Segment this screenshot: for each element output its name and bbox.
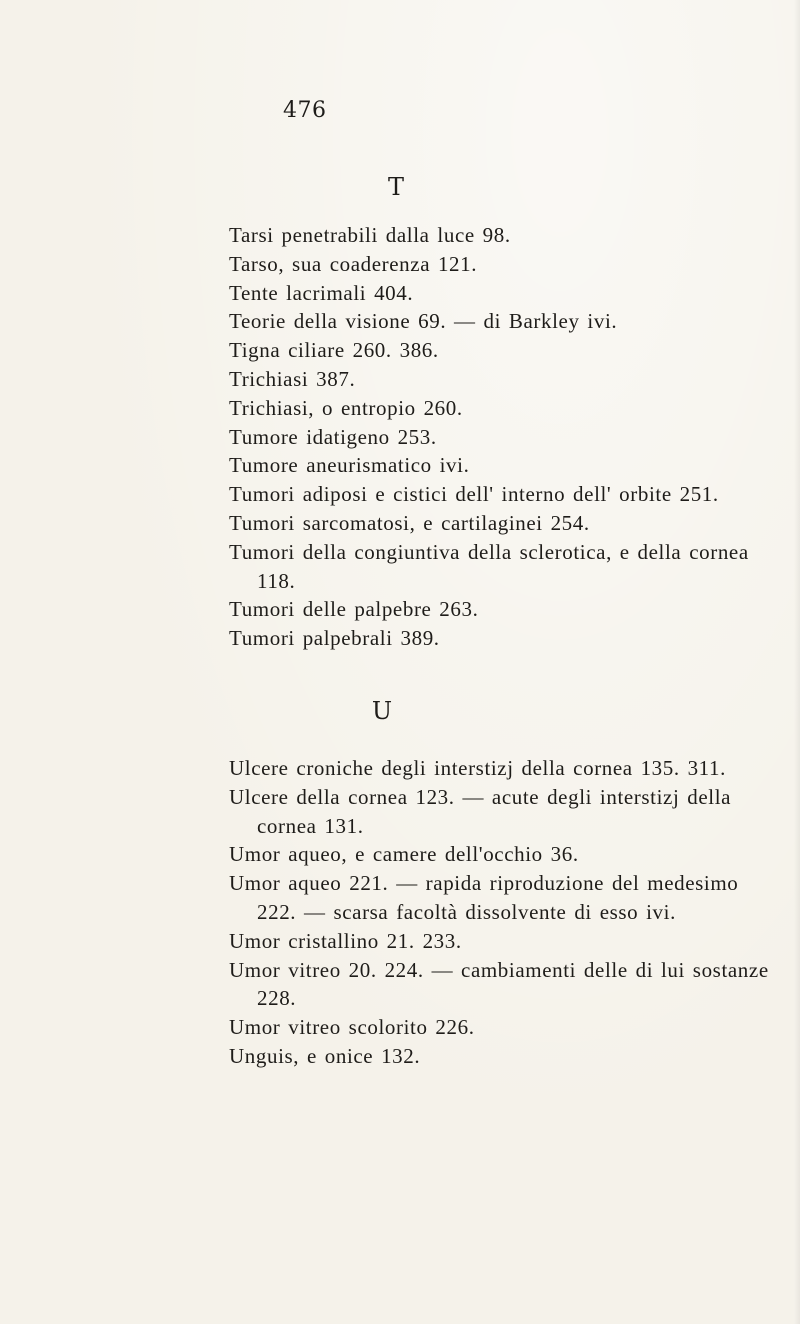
page-number: 476 [283,98,327,123]
index-entry: Teorie della visione 69. — di Barkley ivi. [229,309,618,334]
index-entry: Tarso, sua coaderenza 121. [229,251,478,276]
index-entry: Tumore aneurismatico ivi. [229,453,470,478]
page-edge-shadow [794,0,800,1324]
index-entry: Umor vitreo 20. 224. — cambiamenti delle di lui sostanze 228. [229,957,769,1011]
index-entry: Umor cristallino 21. 233. [229,928,462,953]
index-entry: Trichiasi 387. [229,366,356,391]
index-list-t [229,221,774,653]
section-letter-t: T [387,173,404,201]
index-entry: Tumori sarcomatosi, e cartilaginei 254. [229,510,590,535]
section-letter-u: U [371,697,393,725]
index-entry: Tumori della congiuntiva della sclerotica, e della cornea 118. [229,539,749,593]
index-entry: Tumore idatigeno 253. [229,424,437,449]
index-list-u [229,754,774,1071]
index-entry: Tumori delle palpebre 263. [229,597,479,622]
index-entry: Unguis, e onice 132. [229,1043,421,1068]
index-entry: Umor aqueo 221. — rapida riproduzione del medesimo 222. — scarsa facoltà dissolvente di esso ivi. [229,871,739,924]
index-entry: Trichiasi, o entropio 260. [229,395,463,420]
index-entry: Tigna ciliare 260. 386. [229,338,439,363]
index-entry: Ulcere croniche degli interstizj della cornea 135. 311. [229,756,726,780]
index-entry: Umor vitreo scolorito 226. [229,1015,475,1040]
index-entry: Tarsi penetrabili dalla luce 98. [229,223,511,247]
index-entry: Umor aqueo, e camere dell'occhio 36. [229,842,579,867]
index-entry: Ulcere della cornea 123. — acute degli interstizj della cornea 131. [229,784,732,838]
index-entry: Tumori adiposi e cistici dell' interno dell' orbite 251. [229,482,719,507]
index-entry: Tente lacrimali 404. [229,280,414,305]
index-entry: Tumori palpebrali 389. [229,626,440,651]
